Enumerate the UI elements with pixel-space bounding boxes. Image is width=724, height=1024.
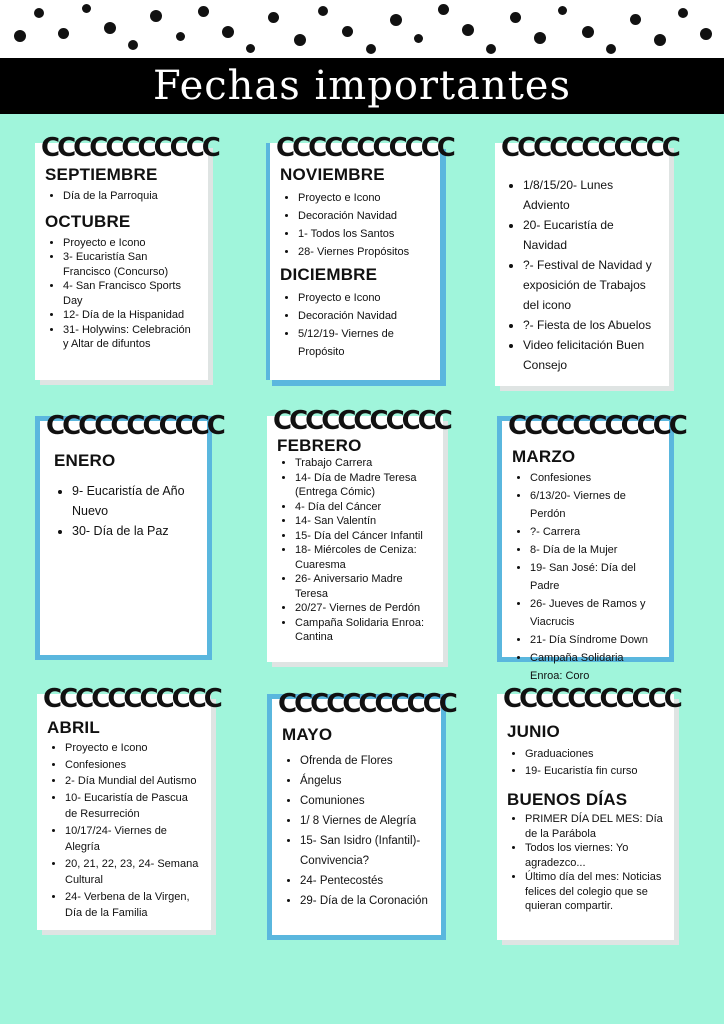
month-heading: ENERO xyxy=(54,451,116,470)
list-item: • 4- Día del Cáncer xyxy=(295,500,433,515)
list-item: • 20- Eucaristía de Navidad xyxy=(523,215,659,255)
month-heading: ABRIL xyxy=(47,718,100,737)
list-item: • Graduaciones xyxy=(525,746,664,763)
month-heading: FEBRERO xyxy=(277,436,362,455)
list-item: • 15- San Isidro (Infantil)- Convivencia? xyxy=(300,831,431,871)
spiral-binding-icon: CCCCCCCCCCC xyxy=(503,684,680,714)
list-item: • Video felicitación Buen Consejo xyxy=(523,335,659,375)
list-item: • Día de la Parroquia xyxy=(63,189,198,204)
list-item: • 14- Día de Madre Teresa (Entrega Cómic) xyxy=(295,471,433,500)
spiral-binding-icon: CCCCCCCCCCC xyxy=(273,406,450,436)
card-marzo xyxy=(497,411,685,682)
list-item: • 1- Todos los Santos xyxy=(298,225,430,243)
card-febrero xyxy=(267,406,450,662)
list-item: • 20/27- Viernes de Perdón xyxy=(295,601,433,616)
list-item: • 4- San Francisco Sports Day xyxy=(63,279,198,308)
spiral-binding-icon: CCCCCCCCCCC xyxy=(46,411,223,441)
list-item: • Confesiones xyxy=(530,469,659,487)
page-title: Fechas importantes xyxy=(153,63,571,109)
spiral-binding-icon: CCCCCCCCCCC xyxy=(276,133,453,163)
list-item: • 26- Jueves de Ramos y Viacrucis xyxy=(530,595,659,631)
month-heading: OCTUBRE xyxy=(45,211,131,231)
list-item: • Decoración Navidad xyxy=(298,207,430,225)
month-heading: NOVIEMBRE xyxy=(280,165,385,184)
list-item: • Ángelus xyxy=(300,771,431,791)
list-item: • 8- Día de la Mujer xyxy=(530,541,659,559)
list-item: • Campaña Solidaria Enroa: Coro xyxy=(530,649,659,685)
list-item: • Campaña Solidaria Enroa: Cantina xyxy=(295,616,433,645)
list-item: • Comuniones xyxy=(300,791,431,811)
list-item: • Trabajo Carrera xyxy=(295,456,433,471)
list-item: • 31- Holywins: Celebración y Altar de difuntos xyxy=(63,323,198,352)
card-noviembre-diciembre xyxy=(266,133,453,380)
list-item: • Proyecto e Icono xyxy=(298,289,430,307)
list-item: • 29- Día de la Coronación xyxy=(300,891,431,911)
list-item: • ?- Carrera xyxy=(530,523,659,541)
spiral-binding-icon: CCCCCCCCCCC xyxy=(501,133,678,163)
list-item: • 15- Día del Cáncer Infantil xyxy=(295,529,433,544)
list-item: • Proyecto e Icono xyxy=(298,189,430,207)
list-item: • 2- Día Mundial del Autismo xyxy=(65,773,201,790)
list-item: • Decoración Navidad xyxy=(298,307,430,325)
list-item: • 28- Viernes Propósitos xyxy=(298,243,430,261)
list-item: • 19- Eucaristía fin curso xyxy=(525,763,664,780)
card-abril xyxy=(37,684,220,930)
list-item: • 12- Día de la Hispanidad xyxy=(63,308,198,323)
list-item: • 9- Eucaristía de Año Nuevo xyxy=(72,481,197,521)
list-item: • 1/ 8 Viernes de Alegría xyxy=(300,811,431,831)
list-item: • ?- Festival de Navidad y exposición de Trabajos del icono xyxy=(523,255,659,315)
list-item: • 6/13/20- Viernes de Perdón xyxy=(530,487,659,523)
month-heading: JUNIO xyxy=(507,722,560,741)
list-item: • 24- Verbena de la Virgen, Día de la Familia xyxy=(65,889,201,922)
list-item: • 30- Día de la Paz xyxy=(72,521,197,541)
list-item: • 18- Miércoles de Ceniza: Cuaresma xyxy=(295,543,433,572)
month-heading: DICIEMBRE xyxy=(280,265,378,284)
title-bar xyxy=(0,58,724,114)
spiral-binding-icon: CCCCCCCCCCC xyxy=(508,411,685,441)
list-item: • 10- Eucaristía de Pascua de Resurreción xyxy=(65,790,201,823)
month-heading: SEPTIEMBRE xyxy=(45,165,158,184)
list-item: • 5/12/19- Viernes de Propósito xyxy=(298,325,430,361)
card-enero xyxy=(35,411,223,660)
card-adviento-navidad xyxy=(495,133,678,386)
list-item: • Último día del mes: Noticias felices del colegio que se quieran compartir. xyxy=(525,870,664,914)
list-item: • 24- Pentecostés xyxy=(300,871,431,891)
spiral-binding-icon: CCCCCCCCCCC xyxy=(43,684,220,714)
list-item: • Proyecto e Icono xyxy=(63,236,198,251)
list-item: • PRIMER DÍA DEL MES: Día de la Parábola xyxy=(525,812,664,841)
list-item: • 1/8/15/20- Lunes Adviento xyxy=(523,175,659,215)
list-item: • 10/17/24- Viernes de Alegría xyxy=(65,823,201,856)
card-septiembre-octubre xyxy=(35,133,218,380)
card-junio-buenos-dias xyxy=(497,684,680,940)
list-item: • 14- San Valentín xyxy=(295,514,433,529)
list-item: • 21- Día Síndrome Down xyxy=(530,631,659,649)
spiral-binding-icon: CCCCCCCCCCC xyxy=(278,689,455,719)
list-item: • Todos los viernes: Yo agradezco... xyxy=(525,841,664,870)
list-item: • 20, 21, 22, 23, 24- Semana Cultural xyxy=(65,856,201,889)
list-item: • Proyecto e Icono xyxy=(65,740,201,757)
list-item: • Confesiones xyxy=(65,757,201,774)
list-item: • 26- Aniversario Madre Teresa xyxy=(295,572,433,601)
list-item: • 19- San José: Día del Padre xyxy=(530,559,659,595)
polka-dot-header-pattern xyxy=(0,0,724,58)
month-heading: MARZO xyxy=(512,447,576,466)
list-item: • Ofrenda de Flores xyxy=(300,751,431,771)
spiral-binding-icon: CCCCCCCCCCC xyxy=(41,133,218,163)
card-mayo xyxy=(267,689,455,940)
month-heading: MAYO xyxy=(282,725,333,744)
month-heading: BUENOS DÍAS xyxy=(507,790,628,809)
list-item: • ?- Fiesta de los Abuelos xyxy=(523,315,659,335)
list-item: • 3- Eucaristía San Francisco (Concurso) xyxy=(63,250,198,279)
